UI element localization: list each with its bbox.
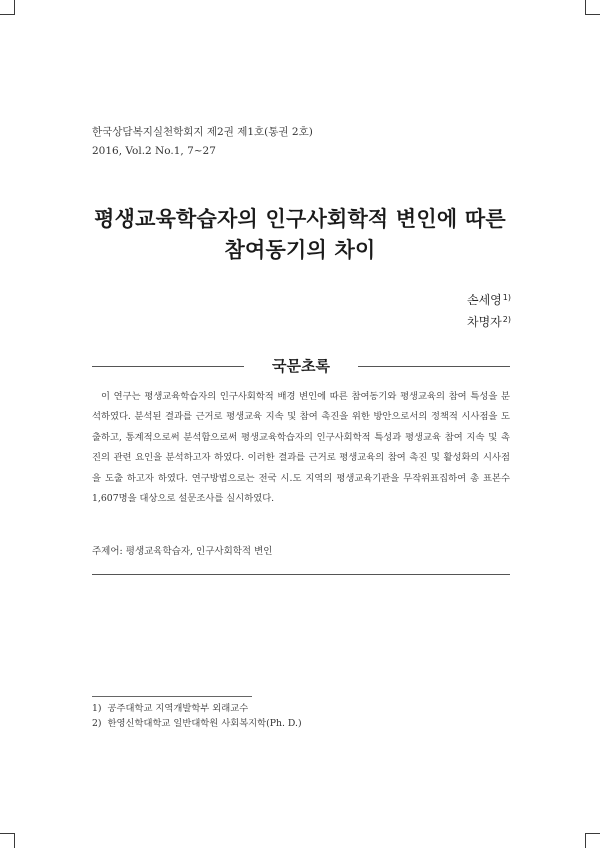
paper-title-line-1: 평생교육학습자의 인구사회학적 변인에 따른 xyxy=(94,207,506,231)
author-name: 손세영 xyxy=(467,293,502,307)
author-name: 차명자 xyxy=(467,315,502,329)
footnote-marker[interactable]: 1) xyxy=(502,293,511,302)
crop-mark-top-right xyxy=(585,0,600,15)
footnote-text: 공주대학교 지역개발학부 외래교수 xyxy=(107,703,249,714)
abstract-rule-left xyxy=(92,366,244,367)
footnote-number: 2) xyxy=(92,717,102,729)
author-list xyxy=(467,288,511,332)
keywords-label: 주제어: xyxy=(92,546,123,557)
footnotes xyxy=(92,702,302,731)
crop-mark-top-left xyxy=(0,0,15,15)
footnote-number: 1) xyxy=(92,703,102,714)
journal-issue: 2016, Vol.2 No.1, 7~27 xyxy=(92,145,216,157)
author-1 xyxy=(467,288,511,310)
footnote-text: 한영신학대학교 일반대학원 사회복지학(Ph. D.) xyxy=(107,717,302,729)
crop-mark-bottom-left xyxy=(0,833,15,848)
keywords-divider xyxy=(92,574,510,575)
journal-name: 한국상담복지실천학회지 제2권 제1호(통권 2호) xyxy=(92,126,313,138)
abstract-text: 이 연구는 평생교육학습자의 인구사회학적 배경 변인에 따른 참여동기와 평생교육의 참여 특성을 분석하였다. 분석된 결과를 근거로 평생교육 지속 및 참여 촉진을 위한 방안으로서의 정책적 시사점을 도출하고, 통계적으로써 분석함으로써 평생교육학습자의 인구사회학적 특성과 평생교육 참여 지속 및 촉진의 관련 요인을 분석하고자 하였다. 이러한 결과를 근거로 평생교육의 참여 촉진 및 활성화의 시사점을 도출 하고자 하였다. 연구방법으로는 전국 시.도 지역의 평생교육기관을 무작위표집하여 총 표본수 1,607명을 대상으로 설문조사를 실시하였다. xyxy=(92,391,510,505)
crop-mark-bottom-right xyxy=(585,833,600,848)
abstract-rule-right xyxy=(358,366,510,367)
footnote-marker[interactable]: 2) xyxy=(502,315,511,324)
footnote-1 xyxy=(92,702,302,717)
keywords-terms: 평생교육학습자, 인구사회학적 변인 xyxy=(125,546,273,557)
journal-info xyxy=(92,123,313,161)
keywords xyxy=(92,543,272,557)
paper-title-line-2: 참여동기의 차이 xyxy=(224,238,376,262)
footnote-divider xyxy=(92,696,252,697)
author-2 xyxy=(467,310,511,332)
abstract-header xyxy=(92,354,510,378)
abstract-heading: 국문초록 xyxy=(272,357,330,375)
footnote-2 xyxy=(92,717,302,732)
